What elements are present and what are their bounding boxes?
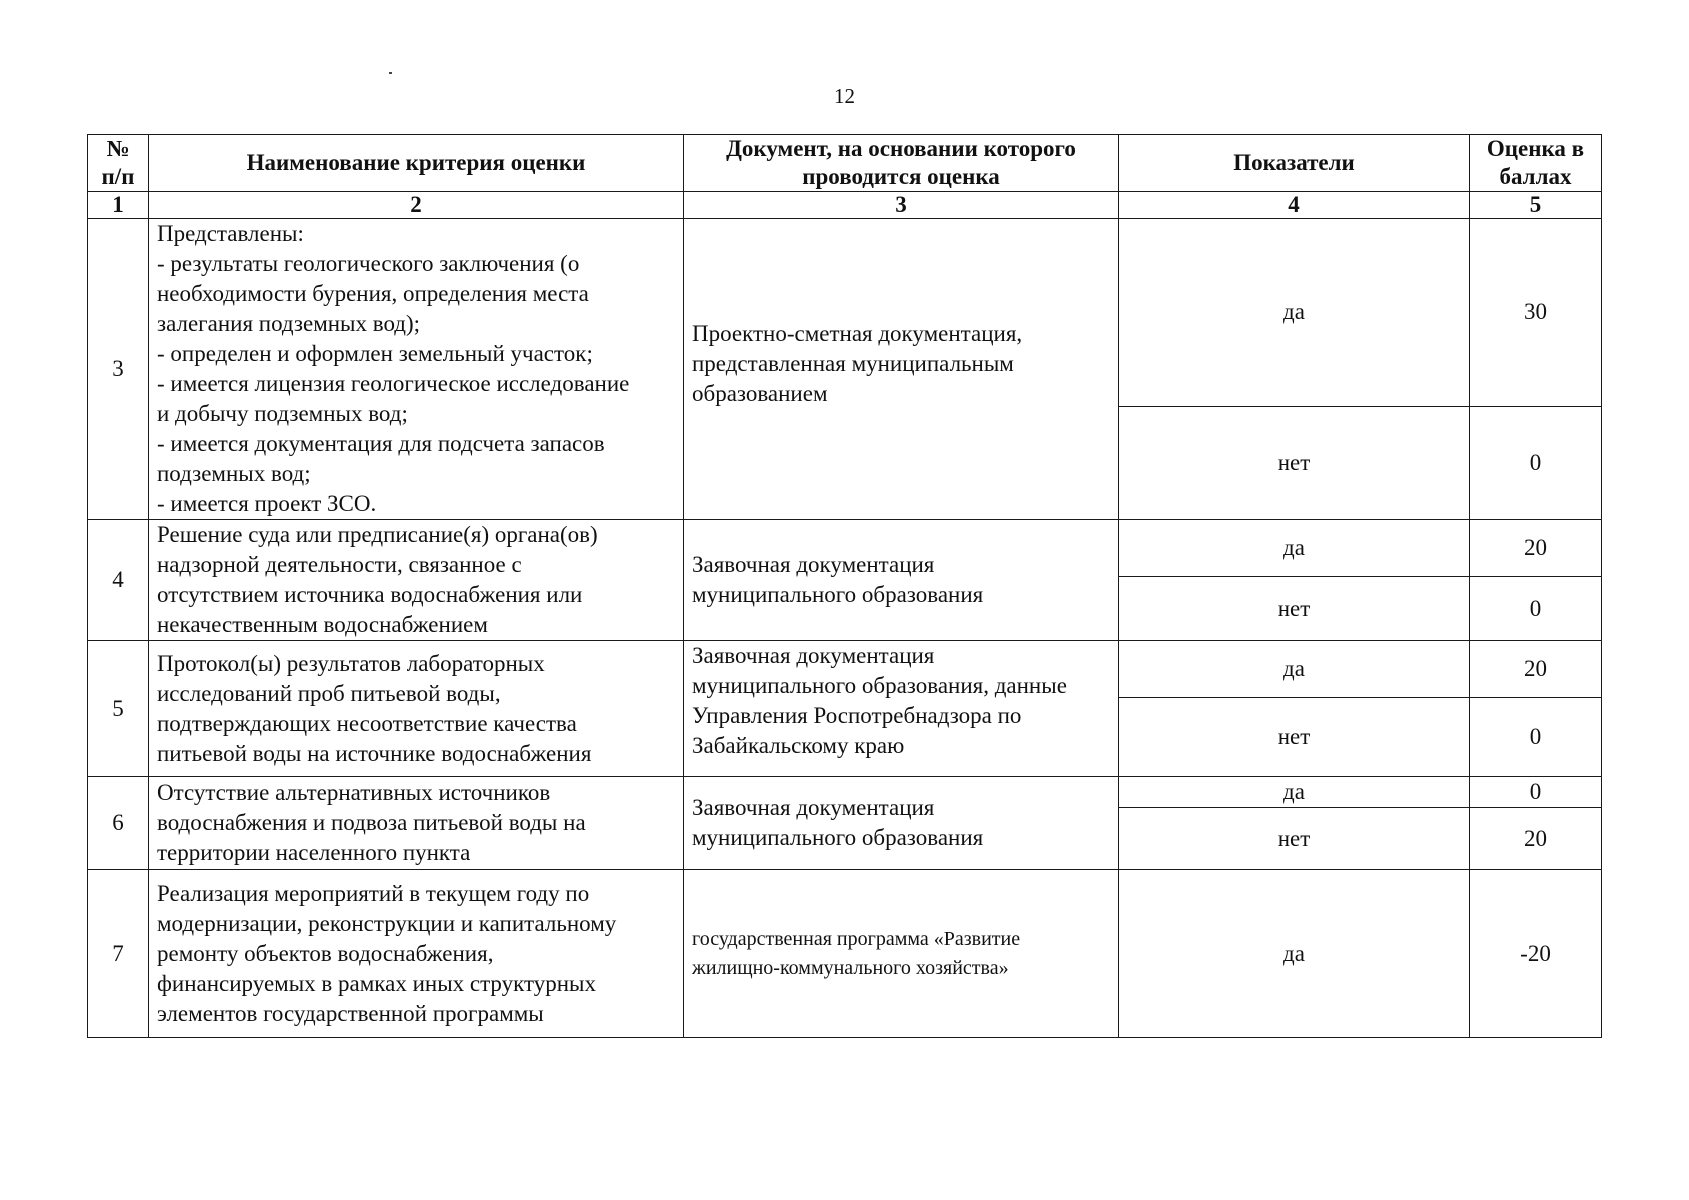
row-number: 4 bbox=[88, 520, 149, 641]
indicator-cell: да bbox=[1119, 641, 1470, 698]
row-number: 7 bbox=[88, 870, 149, 1038]
score-cell: 20 bbox=[1470, 520, 1602, 577]
criterion-line: - имеется лицензия геологическое исследование bbox=[157, 371, 630, 396]
row-number: 6 bbox=[88, 777, 149, 870]
indicator-cell: да bbox=[1119, 777, 1470, 808]
criterion-line: питьевой воды на источнике водоснабжения bbox=[157, 740, 592, 766]
criterion-line: надзорной деятельности, связанное с bbox=[157, 552, 522, 577]
indicator-cell: нет bbox=[1119, 406, 1470, 519]
criterion-line: залегания подземных вод); bbox=[157, 311, 421, 336]
row-number: 3 bbox=[88, 219, 149, 520]
column-number: 5 bbox=[1470, 192, 1602, 219]
criterion-cell bbox=[149, 777, 684, 870]
criteria-table bbox=[87, 134, 1602, 1038]
document-line: государственная программа «Развитие bbox=[692, 927, 1021, 950]
criterion-line: финансируемых в рамках иных структурных bbox=[157, 970, 597, 996]
criterion-cell bbox=[149, 520, 684, 641]
document-line: Заявочная документация bbox=[692, 552, 935, 577]
criterion-cell bbox=[149, 641, 684, 777]
criterion-line: и добычу подземных вод; bbox=[157, 401, 408, 426]
criterion-line: необходимости бурения, определения места bbox=[157, 281, 589, 306]
score-cell: 0 bbox=[1470, 777, 1602, 808]
indicator-cell: да bbox=[1119, 520, 1470, 577]
column-number: 1 bbox=[88, 192, 149, 219]
column-number-row bbox=[88, 192, 1602, 219]
header-document: Документ, на основании которого проводится оценка bbox=[684, 135, 1119, 192]
criterion-line: некачественным водоснабжением bbox=[157, 612, 488, 637]
document-cell bbox=[684, 219, 1119, 520]
page-number: 12 bbox=[834, 84, 855, 108]
indicator-cell: нет bbox=[1119, 808, 1470, 870]
stray-mark bbox=[389, 72, 392, 74]
document-cell bbox=[684, 641, 1119, 777]
document-line: муниципального образования bbox=[692, 825, 984, 850]
criterion-line: Протокол(ы) результатов лабораторных bbox=[157, 650, 545, 676]
header-row bbox=[88, 135, 1602, 192]
table-row bbox=[88, 777, 1602, 808]
score-cell: 0 bbox=[1470, 577, 1602, 641]
score-cell: -20 bbox=[1470, 870, 1602, 1038]
criterion-cell bbox=[149, 219, 684, 520]
document-line: Управления Роспотребнадзора по bbox=[692, 703, 1022, 728]
criterion-line: водоснабжения и подвоза питьевой воды на bbox=[157, 810, 586, 835]
table-row bbox=[88, 870, 1602, 1038]
score-cell: 0 bbox=[1470, 698, 1602, 777]
criterion-line: территории населенного пункта bbox=[157, 840, 471, 865]
indicator-cell: да bbox=[1119, 219, 1470, 407]
criterion-line: исследований проб питьевой воды, bbox=[157, 680, 501, 706]
document-line: образованием bbox=[692, 381, 828, 406]
criterion-line: подтверждающих несоответствие качества bbox=[157, 710, 577, 736]
table-row bbox=[88, 641, 1602, 698]
row-number: 5 bbox=[88, 641, 149, 777]
score-cell: 30 bbox=[1470, 219, 1602, 407]
criterion-line: ремонту объектов водоснабжения, bbox=[157, 940, 494, 966]
header-criterion: Наименование критерия оценки bbox=[149, 135, 684, 192]
criterion-line: - результаты геологического заключения (о bbox=[157, 251, 580, 276]
header-num: № п/п bbox=[88, 135, 149, 192]
criterion-line: модернизации, реконструкции и капитальному bbox=[157, 910, 617, 936]
document-line: Заявочная документация bbox=[692, 795, 935, 820]
document-cell bbox=[684, 520, 1119, 641]
criterion-line: - имеется документация для подсчета запасов bbox=[157, 431, 605, 456]
criterion-line: элементов государственной программы bbox=[157, 1000, 544, 1026]
document-line: муниципального образования bbox=[692, 582, 984, 607]
document-line: Заявочная документация bbox=[692, 643, 935, 668]
criterion-cell bbox=[149, 870, 684, 1038]
criterion-line: - определен и оформлен земельный участок; bbox=[157, 341, 593, 366]
header-score: Оценка в баллах bbox=[1470, 135, 1602, 192]
document-line: Забайкальскому краю bbox=[692, 733, 905, 758]
indicator-cell: да bbox=[1119, 870, 1470, 1038]
document-cell bbox=[684, 777, 1119, 870]
document-line: представленная муниципальным bbox=[692, 351, 1014, 376]
document-cell bbox=[684, 870, 1119, 1038]
header-indicators: Показатели bbox=[1119, 135, 1470, 192]
criterion-line: Представлены: bbox=[157, 221, 304, 246]
document-line: жилищно-коммунального хозяйства» bbox=[692, 956, 1009, 979]
indicator-cell: нет bbox=[1119, 698, 1470, 777]
score-cell: 20 bbox=[1470, 808, 1602, 870]
column-number: 3 bbox=[684, 192, 1119, 219]
criterion-line: Решение суда или предписание(я) органа(ов) bbox=[157, 522, 598, 547]
criterion-line: отсутствием источника водоснабжения или bbox=[157, 582, 583, 607]
table-row bbox=[88, 219, 1602, 407]
criterion-line: - имеется проект ЗСО. bbox=[157, 491, 377, 516]
criterion-line: подземных вод; bbox=[157, 461, 311, 486]
document-line: муниципального образования, данные bbox=[692, 673, 1067, 698]
indicator-cell: нет bbox=[1119, 577, 1470, 641]
criterion-line: Отсутствие альтернативных источников bbox=[157, 780, 551, 805]
score-cell: 0 bbox=[1470, 406, 1602, 519]
document-line: Проектно-сметная документация, bbox=[692, 321, 1023, 346]
column-number: 4 bbox=[1119, 192, 1470, 219]
criterion-line: Реализация мероприятий в текущем году по bbox=[157, 880, 590, 906]
score-cell: 20 bbox=[1470, 641, 1602, 698]
column-number: 2 bbox=[149, 192, 684, 219]
table-row bbox=[88, 520, 1602, 577]
